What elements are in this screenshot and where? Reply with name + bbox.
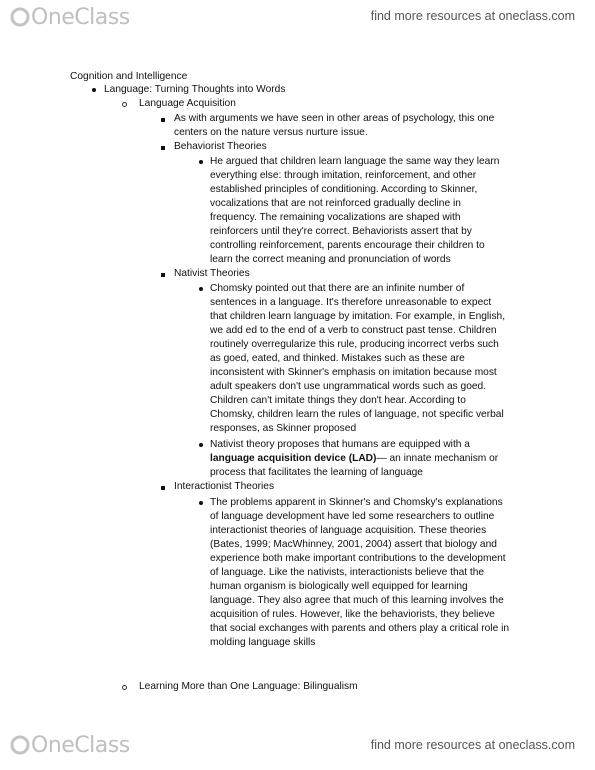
bullet-square-icon — [161, 146, 165, 150]
bullet-square-icon — [161, 273, 165, 277]
bullet-dot-icon — [199, 160, 203, 164]
lad-term: language acquisition device (LAD) — [210, 453, 377, 464]
behaviorist-line: vocalizations that are not reinforced gradually decline in — [210, 198, 461, 209]
bullet-dot-icon — [199, 287, 203, 291]
interactionist-line: molding language skills — [210, 637, 316, 648]
bullet-dot-icon — [199, 443, 203, 447]
doc-title: Cognition and Intelligence — [70, 71, 188, 82]
interactionist-line: that social exchanges with parents and others play a critical role in — [210, 623, 509, 634]
nativist-line: we add ed to the end of a verb to construct past tense. Children — [210, 325, 497, 336]
nativist-line: sentences in a language. It's therefore unreasonable to expect — [210, 297, 492, 308]
lad-definition: — an innate mechanism or — [376, 453, 499, 464]
interactionist-line: experience both make important contributions to the development — [210, 553, 506, 564]
logo-o-icon — [10, 735, 30, 755]
bullet-circle-icon — [122, 685, 127, 690]
bullet-dot-icon — [199, 501, 203, 505]
behaviorist-line: learn the correct meaning and pronunciation of words — [210, 254, 451, 265]
behaviorist-line: frequency. The remaining vocalizations are shaped with — [210, 212, 461, 223]
header-resources-link[interactable]: find more resources at oneclass.com — [370, 9, 575, 23]
nativist-heading: Nativist Theories — [174, 268, 250, 279]
nativist-line: inconsistent with Skinner's emphasis on imitation because most — [210, 367, 497, 378]
interactionist-line: The problems apparent in Skinner's and Chomsky's explanations — [210, 497, 503, 508]
interactionist-line: of language development have led some researchers to outline — [210, 511, 495, 522]
nativist-line: Chomsky, children learn the rules of language, not specific verbal — [210, 409, 504, 420]
interactionist-heading: Interactionist Theories — [174, 481, 275, 492]
lad-line: process that facilitates the learning of language — [210, 467, 423, 478]
interactionist-line: human organism is biologically well equipped for learning — [210, 581, 468, 592]
interactionist-line: of language. Like the nativists, interactionists believe that the — [210, 567, 485, 578]
oneclass-logo[interactable] — [10, 732, 130, 758]
bilingualism-heading: Learning More than One Language: Bilingualism — [139, 681, 358, 692]
nativist-line: that children learn language by imitation. For example, in English, — [210, 311, 506, 322]
bullet-dot-icon — [92, 88, 96, 92]
behaviorist-line: everything else: through imitation, reinforcement, and other — [210, 170, 477, 181]
section-heading: Language: Turning Thoughts into Words — [104, 84, 286, 95]
page-footer — [0, 730, 595, 770]
logo-text: OneClass — [31, 4, 130, 30]
nativist-line: responses, as Skinner proposed — [210, 423, 357, 434]
interactionist-line: interactionist theories of language acquisition. These theories — [210, 525, 487, 536]
nativist-line: routinely overregularize this rule, producing incorrect verbs such — [210, 339, 499, 350]
subsection-heading: Language Acquisition — [139, 98, 236, 109]
behaviorist-line: He argued that children learn language the same way they learn — [210, 156, 500, 167]
bullet-square-icon — [161, 486, 165, 490]
behaviorist-heading: Behaviorist Theories — [174, 141, 267, 152]
nativist-line: as goed, eated, and thinked. Mistakes such as these are — [210, 353, 465, 364]
bullet-circle-icon — [122, 102, 127, 107]
intro-line: centers on the nature versus nurture issue. — [174, 127, 368, 138]
lad-line — [210, 452, 498, 466]
behaviorist-line: controlling reinforcement, parents encourage their children to — [210, 240, 485, 251]
nativist-line: Children can't imitate things they don't hear. According to — [210, 395, 466, 406]
nativist-line: Chomsky pointed out that there are an infinite number of — [210, 283, 465, 294]
behaviorist-line: reinforcers until they're correct. Behaviorists assert that by — [210, 226, 472, 237]
intro-line: As with arguments we have seen in other areas of psychology, this one — [174, 113, 495, 124]
footer-resources-link[interactable]: find more resources at oneclass.com — [370, 738, 575, 752]
bullet-square-icon — [161, 118, 165, 122]
nativist-line: adult speakers don't use ungrammatical words such as goed. — [210, 381, 487, 392]
interactionist-line: acquisition of rules. However, like the behaviorists, they believe — [210, 609, 495, 620]
lad-line: Nativist theory proposes that humans are equipped with a — [210, 439, 470, 450]
interactionist-line: (Bates, 1999; MacWhinney, 2001, 2004) assert that biology and — [210, 539, 497, 550]
behaviorist-line: established principles of conditioning. According to Skinner, — [210, 184, 478, 195]
logo-text: OneClass — [31, 732, 130, 758]
interactionist-line: language. They also agree that much of this learning involves the — [210, 595, 504, 606]
